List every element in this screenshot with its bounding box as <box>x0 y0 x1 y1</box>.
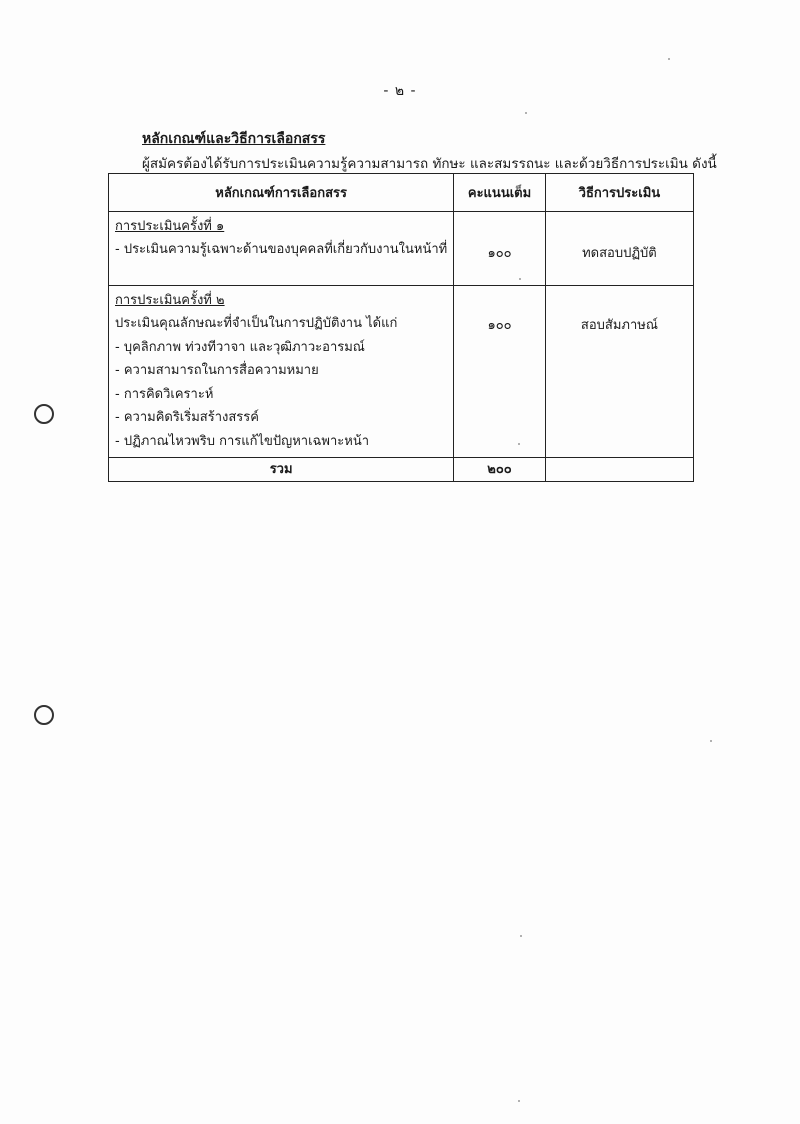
punch-hole-icon <box>34 705 54 725</box>
criteria-cell <box>109 212 454 286</box>
method-cell: ทดสอบปฏิบัติ <box>545 212 693 286</box>
criteria-line: ประเมินคุณลักษณะที่จำเป็นในการปฏิบัติงาน ได้แก่ <box>115 316 398 331</box>
scan-speck <box>668 58 670 60</box>
scan-speck <box>519 278 521 280</box>
header-criteria: หลักเกณฑ์การเลือกสรร <box>109 174 454 212</box>
header-method: วิธีการประเมิน <box>545 174 693 212</box>
round-title: การประเมินครั้งที่ ๑ <box>115 219 225 234</box>
scan-speck <box>520 935 522 937</box>
scan-speck <box>525 112 527 114</box>
header-full-score: คะแนนเต็ม <box>454 174 546 212</box>
table-header-row <box>109 174 694 212</box>
criteria-line: - การคิดวิเคราะห์ <box>115 386 214 402</box>
criteria-line: - ความคิดริเริ่มสร้างสรรค์ <box>115 410 259 425</box>
criteria-line: - ประเมินความรู้เฉพาะด้านของบุคคลที่เกี่ยวกับงานในหน้าที่ <box>115 242 448 257</box>
criteria-line: - ปฏิภาณไหวพริบ การแก้ไขปัญหาเฉพาะหน้า <box>115 433 370 449</box>
total-row <box>109 458 694 482</box>
punch-hole-icon <box>34 404 54 424</box>
score-cell: ๑๐๐ <box>454 212 546 286</box>
round-title: การประเมินครั้งที่ ๒ <box>115 293 225 308</box>
score-cell: ๑๐๐ <box>454 286 546 458</box>
criteria-line: - ความสามารถในการสื่อความหมาย <box>115 363 319 378</box>
table-row <box>109 286 694 458</box>
criteria-line: - บุคลิกภาพ ท่วงทีวาจา และวุฒิภาวะอารมณ์ <box>115 339 365 355</box>
scan-speck <box>518 1100 520 1102</box>
total-method <box>545 458 693 482</box>
section-heading: หลักเกณฑ์และวิธีการเลือกสรร <box>142 131 326 147</box>
scan-speck <box>710 740 712 742</box>
criteria-table <box>108 173 694 482</box>
total-score: ๒๐๐ <box>454 458 546 482</box>
page-number: - ๒ - <box>383 83 417 99</box>
intro-paragraph: ผู้สมัครต้องได้รับการประเมินความรู้ความสามารถ ทักษะ และสมรรถนะ และด้วยวิธีการประเมิน ดังนี้ <box>142 156 717 172</box>
total-label: รวม <box>109 458 454 482</box>
table-row <box>109 212 694 286</box>
method-cell: สอบสัมภาษณ์ <box>545 286 693 458</box>
scan-speck <box>518 443 520 445</box>
criteria-cell <box>109 286 454 458</box>
